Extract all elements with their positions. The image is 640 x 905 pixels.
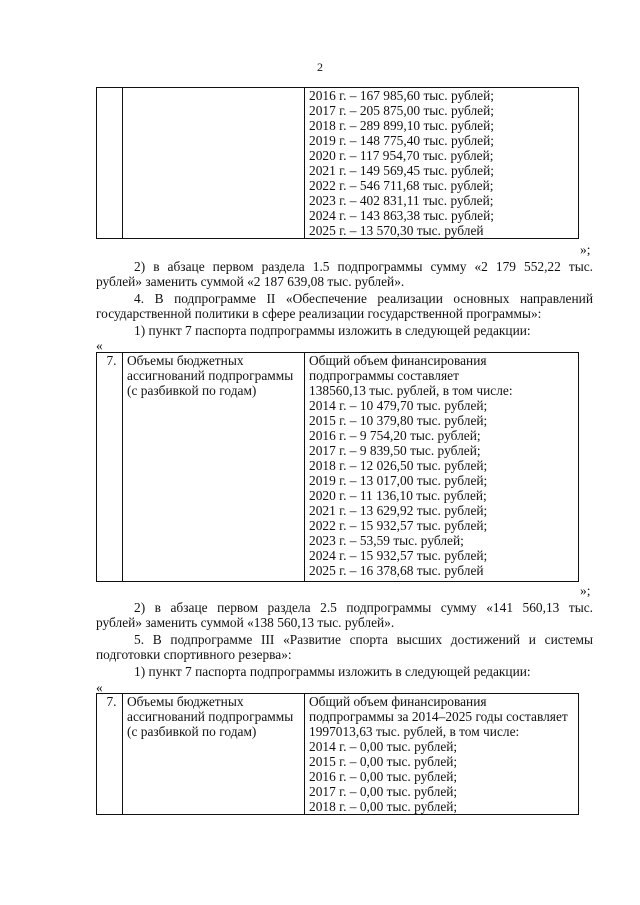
opening-quote-mark: « (96, 338, 103, 353)
funding-line: 2018 г. – 12 026,50 тыс. рублей; (309, 458, 488, 473)
funding-line: 2025 г. – 16 378,68 тыс. рублей (309, 563, 484, 578)
paragraph-line: рублей» заменить суммой «2 187 639,08 тыс. рублей». (96, 274, 405, 289)
funding-line: подпрограммы составляет (309, 368, 459, 383)
funding-line: 2018 г. – 289 899,10 тыс. рублей; (309, 118, 494, 133)
funding-table-subprogram-iii (96, 693, 579, 815)
funding-line: 2023 г. – 402 831,11 тыс. рублей; (309, 193, 494, 208)
page-number: 2 (317, 60, 323, 74)
table-cell-num (97, 694, 123, 815)
paragraph-line: 5. В подпрограмме III «Развитие спорта высших достижений и системы (134, 632, 593, 647)
funding-line: Общий объем финансирования (309, 694, 487, 709)
funding-line: 138560,13 тыс. рублей, в том числе: (309, 383, 513, 398)
table-cell-amounts (305, 353, 579, 582)
funding-line: 2021 г. – 149 569,45 тыс. рублей; (309, 163, 494, 178)
label-line: ассигнований подпрограммы (127, 709, 294, 724)
label-line: (с разбивкой по годам) (127, 383, 257, 398)
label-line: Объемы бюджетных (127, 694, 244, 709)
table-cell-num (97, 353, 123, 582)
funding-line: 2017 г. – 9 839,50 тыс. рублей; (309, 443, 481, 458)
funding-line: 2019 г. – 148 775,40 тыс. рублей; (309, 133, 494, 148)
funding-line: Общий объем финансирования (309, 353, 487, 368)
paragraph-line: 2) в абзаце первом раздела 2.5 подпрограммы сумму «141 560,13 тыс. (134, 600, 593, 615)
table-cell-num (97, 88, 123, 239)
paragraph-passport-item-7: 1) пункт 7 паспорта подпрограммы изложить в следующей редакции: (134, 323, 531, 338)
funding-line: 2017 г. – 0,00 тыс. рублей; (309, 784, 458, 799)
label-line: Объемы бюджетных (127, 353, 244, 368)
funding-line: 2016 г. – 9 754,20 тыс. рублей; (309, 428, 481, 443)
funding-line: 2017 г. – 205 875,00 тыс. рублей; (309, 103, 494, 118)
table-cell-label (123, 353, 305, 582)
table-cell-label (123, 88, 305, 239)
paragraph-line: 4. В подпрограмме II «Обеспечение реализации основных направлений (134, 291, 593, 306)
funding-line: 2014 г. – 10 479,70 тыс. рублей; (309, 398, 488, 413)
funding-line: 2014 г. – 0,00 тыс. рублей; (309, 739, 458, 754)
table-row (97, 353, 579, 582)
paragraph-subprogram-iii (96, 632, 593, 662)
funding-table-subprogram-ii (96, 352, 579, 582)
paragraph-subprogram-ii (96, 291, 593, 321)
funding-line: 2020 г. – 117 954,70 тыс. рублей; (309, 148, 494, 163)
paragraph-line: государственной политики в сфере реализации государственной программы»: (96, 306, 542, 321)
label-line: ассигнований подпрограммы (127, 368, 294, 383)
paragraph-line: рублей» заменить суммой «138 560,13 тыс. рублей». (96, 615, 395, 630)
funding-line: 2019 г. – 13 017,00 тыс. рублей; (309, 473, 488, 488)
funding-line: 2016 г. – 167 985,60 тыс. рублей; (309, 88, 494, 103)
closing-quote-mark: »; (580, 583, 591, 598)
item-number: 7. (106, 353, 117, 368)
closing-quote-mark: »; (580, 242, 591, 257)
table-cell-label (123, 694, 305, 815)
paragraph-line: 2) в абзаце первом раздела 1.5 подпрограммы сумму «2 179 552,22 тыс. (134, 259, 593, 274)
paragraph-amendment-1-5 (96, 259, 593, 289)
table-cell-amounts (305, 694, 579, 815)
funding-line: 2024 г. – 15 932,57 тыс. рублей; (309, 548, 488, 563)
item-number: 7. (106, 694, 117, 709)
funding-line: 2022 г. – 546 711,68 тыс. рублей; (309, 178, 494, 193)
funding-line: 2025 г. – 13 570,30 тыс. рублей (309, 223, 484, 238)
table-row (97, 694, 579, 815)
table-cell-amounts (305, 88, 579, 239)
funding-table-continuation (96, 87, 579, 239)
funding-line: 2024 г. – 143 863,38 тыс. рублей; (309, 208, 494, 223)
funding-line: 2021 г. – 13 629,92 тыс. рублей; (309, 503, 488, 518)
paragraph-amendment-2-5 (96, 600, 593, 630)
funding-line: 1997013,63 тыс. рублей, в том числе: (309, 724, 520, 739)
funding-line: 2015 г. – 10 379,80 тыс. рублей; (309, 413, 488, 428)
paragraph-passport-item-7: 1) пункт 7 паспорта подпрограммы изложить в следующей редакции: (134, 664, 531, 679)
funding-line: 2023 г. – 53,59 тыс. рублей; (309, 533, 464, 548)
funding-line: подпрограммы за 2014–2025 годы составляет (309, 709, 568, 724)
paragraph-line: подготовки спортивного резерва»: (96, 647, 292, 662)
funding-line: 2018 г. – 0,00 тыс. рублей; (309, 799, 458, 814)
funding-line: 2022 г. – 15 932,57 тыс. рублей; (309, 518, 488, 533)
opening-quote-mark: « (96, 680, 103, 695)
funding-line: 2016 г. – 0,00 тыс. рублей; (309, 769, 458, 784)
table-row (97, 88, 579, 239)
funding-line: 2015 г. – 0,00 тыс. рублей; (309, 754, 458, 769)
funding-line: 2020 г. – 11 136,10 тыс. рублей; (309, 488, 487, 503)
label-line: (с разбивкой по годам) (127, 724, 257, 739)
